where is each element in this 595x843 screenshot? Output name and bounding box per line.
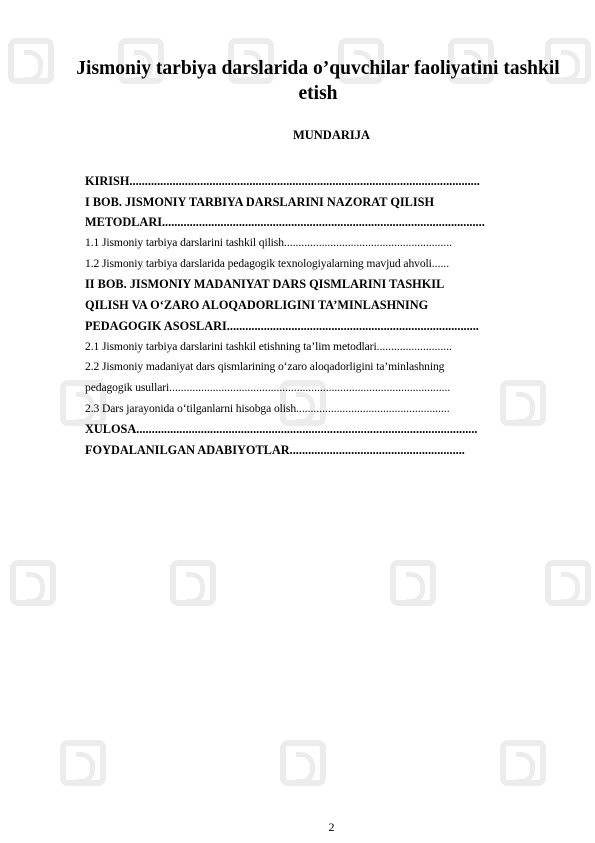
page-number: 2: [328, 820, 335, 834]
toc-entry-text: PEDAGOGIK ASOSLARI: [85, 318, 227, 333]
toc-entry[interactable]: [85, 399, 565, 420]
toc-entry-leader-dots: ..........................................................: [283, 236, 453, 250]
toc-entry[interactable]: [85, 233, 565, 254]
toc-entry[interactable]: [85, 419, 565, 440]
toc-entry[interactable]: [85, 440, 565, 461]
toc-entry-text: METODLARI: [85, 215, 162, 230]
toc-entry[interactable]: [85, 378, 565, 399]
toc-entry[interactable]: [85, 171, 565, 192]
table-of-contents: [85, 171, 565, 461]
toc-entry-text: I BOB. JISMONIY TARBIYA DARSLARINI NAZORAT QILISH: [85, 194, 435, 209]
document-title: Jismoniy tarbiya darslarida o’quvchilar faoliyatini tashkil etish: [76, 58, 560, 104]
toc-entry-text: XULOSA: [85, 422, 137, 437]
toc-entry-text: QILISH VA O‘ZARO ALOQADORLIGINI TA’MINLASHNING: [85, 298, 429, 313]
toc-entry[interactable]: [85, 254, 565, 275]
toc-entry-text: FOYDALANILGAN ADABIYOTLAR: [85, 442, 290, 457]
toc-entry-leader-dots: ......: [431, 256, 450, 270]
toc-entry[interactable]: [85, 192, 565, 213]
toc-entry-text: 2.2 Jismoniy madaniyat dars qismlarining o‘zaro aloqadorligini ta’minlashning: [85, 360, 445, 374]
toc-entry[interactable]: [85, 316, 565, 337]
toc-entry-text: 2.1 Jismoniy tarbiya darslarini tashkil etishning ta’lim metodlari: [85, 339, 377, 353]
toc-entry-leader-dots: ...............................................................................................................: [136, 422, 478, 437]
toc-entry-leader-dots: .........................................................: [289, 442, 465, 457]
toc-entry-text: KIRISH: [85, 174, 130, 188]
toc-entry-text: 1.1 Jismoniy tarbiya darslarini tashkil qilish: [85, 236, 284, 250]
toc-entry-leader-dots: .....................................................: [296, 401, 450, 415]
toc-entry-leader-dots: ..........................: [376, 339, 452, 353]
toc-entry-text: 1.2 Jismoniy tarbiya darslarida pedagogik texnologiyalarning mavjud ahvoli: [85, 256, 432, 270]
toc-entry[interactable]: [85, 295, 565, 316]
toc-entry-leader-dots: .................................................................................................: [169, 380, 451, 394]
toc-entry[interactable]: [85, 337, 565, 358]
toc-entry-text: pedagogik usullari: [85, 380, 170, 394]
toc-entry-leader-dots: .........................................................................................................: [161, 215, 485, 230]
toc-entry-text: 2.3 Dars jarayonida o‘tilganlarni hisobga olish: [85, 401, 297, 415]
toc-entry-text: II BOB. JISMONIY MADANIYAT DARS QISMLARINI TASHKIL: [85, 277, 445, 292]
toc-entry-leader-dots: ..................................................................................................................: [129, 174, 480, 188]
toc-entry-leader-dots: ..................................................................................: [226, 318, 479, 333]
toc-entry[interactable]: [85, 357, 565, 378]
toc-heading: MUNDARIJA: [292, 128, 371, 142]
toc-entry[interactable]: [85, 212, 565, 233]
toc-entry[interactable]: [85, 274, 565, 295]
